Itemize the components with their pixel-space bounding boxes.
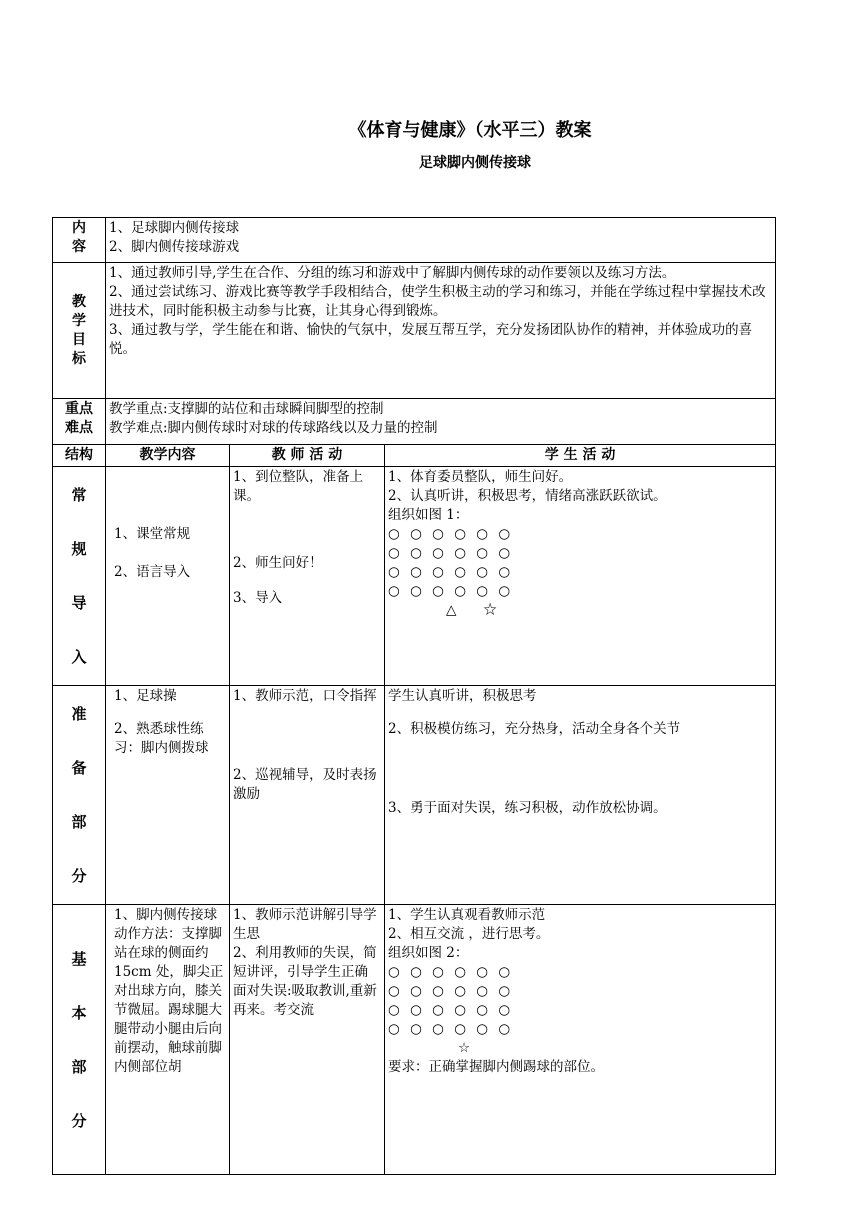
header-teacher: 教 师 活 动 <box>230 445 385 467</box>
goal-item: 3、通过教与学，学生能在和谐、愉快的气氛中，发展互帮互学，充分发扬团队协作的精神，并体验成功的喜悦。 <box>109 322 753 357</box>
header-row <box>53 445 776 467</box>
formation-marks: ☆ <box>458 1040 471 1056</box>
header-content: 教学内容 <box>106 445 230 467</box>
formation-row: ○ ○ ○ ○ ○ ○ <box>388 964 514 980</box>
section-main-row <box>53 905 776 1175</box>
formation-marks: △ ☆ <box>446 602 497 618</box>
section-main-student: 1、学生认真观看教师示范 2、相互交流 ，进行思考。 组织如图 2： ○ ○ ○ ○ ○ ○ ○ ○ ○ ○ ○ ○ ○ ○ ○ ○ ○ ○ ○ ○ ○ ○ ○ ○ ☆ 要求：正确掌握脚内侧踢球的部位。 <box>385 905 776 1175</box>
requirement-text: 要求：正确掌握脚内侧踢球的部位。 <box>388 1059 604 1075</box>
lesson-plan-table <box>52 217 776 1175</box>
content-item: 2、脚内侧传接球游戏 <box>109 239 240 255</box>
section-routine-label: 常 规 导 入 <box>53 467 106 686</box>
keypoints-row <box>53 399 776 445</box>
section-main-teacher: 1、教师示范讲解引导学生思 2、利用教师的失误，简短讲评，引导学生正确面对失误:吸取教训,重新再来。考交流 <box>230 905 385 1175</box>
formation-row: ○ ○ ○ ○ ○ ○ <box>388 545 514 561</box>
formation-row: ○ ○ ○ ○ ○ ○ <box>388 1021 514 1037</box>
section-routine-student: 1、体育委员整队，师生问好。 2、认真听讲，积极思考，情绪高涨跃跃欲试。 组织如图 1： ○ ○ ○ ○ ○ ○ ○ ○ ○ ○ ○ ○ ○ ○ ○ ○ ○ ○ ○ ○ ○ ○ ○ ○ △ ☆ <box>385 467 776 686</box>
content-row <box>53 218 776 263</box>
section-main-label: 基 本 部 分 <box>53 905 106 1175</box>
section-main-content: 1、脚内侧传接球 动作方法：支撑脚站在球的侧面约 15cm 处，脚尖正对出球方向，膝关节微屈。踢球腿大腿带动小腿由后向前摆动，触球前脚内侧部位胡 <box>106 905 230 1175</box>
page-title: 《体育与健康》（水平三）教案 <box>348 120 592 141</box>
header-student: 学 生 活 动 <box>385 445 776 467</box>
section-routine-row <box>53 467 776 686</box>
keypoints-label: 重点 难点 <box>53 399 106 445</box>
goal-item: 1、通过教师引导,学生在合作、分组的练习和游戏中了解脚内侧传球的动作要领以及练习方法。 <box>109 265 676 281</box>
goal-item: 2、通过尝试练习、游戏比赛等教学手段相结合，使学生积极主动的学习和练习，并能在学练过程中掌握技术改进技术，同时能积极主动参与比赛，让其身心得到锻炼。 <box>109 284 766 319</box>
formation-row: ○ ○ ○ ○ ○ ○ <box>388 583 514 599</box>
header-structure: 结构 <box>53 445 106 467</box>
formation-row: ○ ○ ○ ○ ○ ○ <box>388 983 514 999</box>
section-prep-content: 1、足球操 2、熟悉球性练习：脚内侧拨球 <box>106 686 230 905</box>
page-subtitle: 足球脚内侧传接球 <box>419 155 531 171</box>
content-items <box>106 218 776 263</box>
section-prep-student: 学生认真听讲，积极思考 2、积极模仿练习，充分热身，活动全身各个关节 3、勇于面对失误，练习积极，动作放松协调。 <box>385 686 776 905</box>
formation-row: ○ ○ ○ ○ ○ ○ <box>388 1002 514 1018</box>
keypoints-items <box>106 399 776 445</box>
keypoint-item: 教学难点:脚内侧传球时对球的传球路线以及力量的控制 <box>109 420 438 436</box>
section-prep-label: 准 备 部 分 <box>53 686 106 905</box>
goals-label: 教 学 目 标 <box>53 263 106 399</box>
content-label: 内 容 <box>53 218 106 263</box>
keypoint-item: 教学重点:支撑脚的站位和击球瞬间脚型的控制 <box>109 401 384 417</box>
content-item: 1、足球脚内侧传接球 <box>109 220 240 236</box>
formation-row: ○ ○ ○ ○ ○ ○ <box>388 564 514 580</box>
formation-row: ○ ○ ○ ○ ○ ○ <box>388 526 514 542</box>
section-prep-teacher: 1、教师示范，口令指挥 2、巡视辅导，及时表扬激励 <box>230 686 385 905</box>
goals-items <box>106 263 776 399</box>
section-routine-content: 1、课堂常规 2、语言导入 <box>106 467 230 686</box>
goals-row <box>53 263 776 399</box>
section-routine-teacher: 1、到位整队，准备上课。 2、师生问好！ 3、导入 <box>230 467 385 686</box>
section-prep-row <box>53 686 776 905</box>
